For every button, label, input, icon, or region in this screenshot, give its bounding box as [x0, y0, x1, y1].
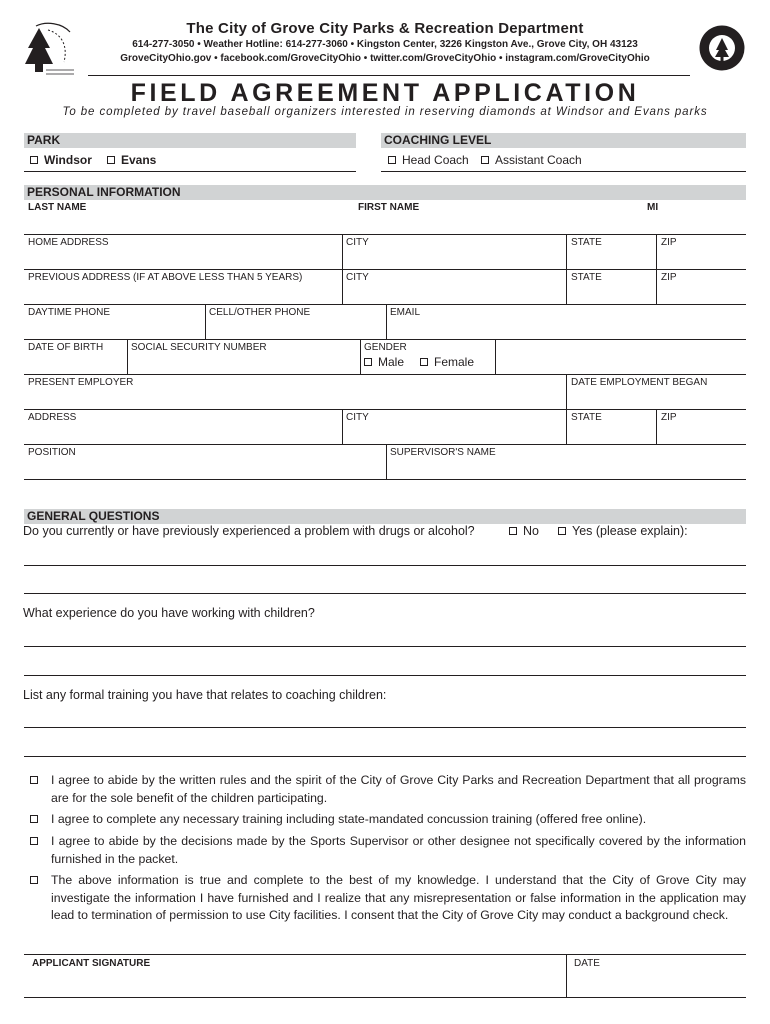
checkbox[interactable]: [481, 156, 489, 164]
dob-label: DATE OF BIRTH: [28, 342, 104, 353]
employer-address-field[interactable]: [24, 410, 746, 444]
signature-date-label: DATE: [574, 958, 600, 969]
employer-city-label: CITY: [346, 412, 369, 423]
form-title: FIELD AGREEMENT APPLICATION: [130, 79, 640, 107]
agreement-certification[interactable]: The above information is true and complete to the best of my knowledge. I understand that the City of Grove City may investigate the information I have furnished and I realize that any misrepresentation or false information in the application may lead to termination of permission to use City facilities. I consent that the City of Grove City may conduct a background check.: [30, 872, 746, 925]
coaching-section-header: COACHING LEVEL: [381, 133, 746, 148]
cell-divider: [566, 374, 567, 409]
org-title: The City of Grove City Parks & Recreation Department: [186, 20, 584, 37]
coaching-divider: [381, 171, 746, 172]
park-section-header: PARK: [24, 133, 356, 148]
drug-alcohol-question: Do you currently or have previously experienced a problem with drugs or alcohol?: [23, 524, 475, 538]
name-input-row[interactable]: [24, 214, 746, 234]
row-divider: [24, 479, 746, 480]
phone-email-field[interactable]: [24, 305, 746, 339]
cell-divider: [386, 304, 387, 339]
home-state-label: STATE: [571, 237, 602, 248]
daytime-phone-label: DAYTIME PHONE: [28, 307, 111, 318]
form-subtitle: To be completed by travel baseball organizers interested in reserving diamonds at Windsor and Evans parks: [62, 106, 708, 118]
checkbox[interactable]: [30, 776, 38, 784]
supervisor-label: SUPERVISOR'S NAME: [390, 447, 496, 458]
present-employer-label: PRESENT EMPLOYER: [28, 377, 134, 388]
previous-zip-label: ZIP: [661, 272, 677, 283]
checkbox[interactable]: [30, 876, 38, 884]
checkbox[interactable]: [107, 156, 115, 164]
cell-divider: [566, 269, 567, 304]
employer-address-label: ADDRESS: [28, 412, 77, 423]
cell-divider: [342, 234, 343, 269]
cell-divider: [386, 444, 387, 479]
checkbox[interactable]: [558, 527, 566, 535]
cell-phone-label: CELL/OTHER PHONE: [209, 307, 311, 318]
personal-info-header: PERSONAL INFORMATION: [24, 185, 746, 200]
date-employment-label: DATE EMPLOYMENT BEGAN: [571, 377, 708, 388]
gender-option-male[interactable]: Male: [364, 355, 404, 369]
previous-address-label: PREVIOUS ADDRESS (IF AT ABOVE LESS THAN 5 YEARS): [28, 272, 303, 283]
answer-line[interactable]: [24, 727, 746, 728]
checkbox[interactable]: [420, 358, 428, 366]
cell-divider: [495, 339, 496, 374]
cell-divider: [656, 234, 657, 269]
cell-divider: [656, 269, 657, 304]
coaching-option-assistant-coach[interactable]: Assistant Coach: [481, 153, 582, 167]
cell-divider: [127, 339, 128, 374]
park-option-windsor[interactable]: Windsor: [30, 153, 92, 167]
first-name-label: FIRST NAME: [358, 202, 420, 213]
answer-line[interactable]: [24, 756, 746, 757]
drug-alcohol-option-yes[interactable]: Yes (please explain):: [558, 524, 688, 538]
agreement-rules[interactable]: I agree to abide by the written rules and the spirit of the City of Grove City Parks and Recreation Department that all programs are for the sole benefit of the children participating.: [30, 772, 746, 807]
cell-divider: [342, 269, 343, 304]
cell-divider: [342, 409, 343, 444]
cell-divider: [566, 409, 567, 444]
position-supervisor-field[interactable]: [24, 445, 746, 479]
employer-state-label: STATE: [571, 412, 602, 423]
position-label: POSITION: [28, 447, 76, 458]
last-name-label: LAST NAME: [28, 202, 87, 213]
contact-line-web-social: GroveCityOhio.gov • facebook.com/GroveCityOhio • twitter.com/GroveCityOhio • instagram.com/GroveCityOhio: [120, 53, 650, 64]
contact-line-phone-address: 614-277-3050 • Weather Hotline: 614-277-3060 • Kingston Center, 3226 Kingston Ave., Grove City, OH 43123: [132, 39, 638, 50]
employer-zip-label: ZIP: [661, 412, 677, 423]
cell-divider: [360, 339, 361, 374]
answer-line[interactable]: [24, 565, 746, 566]
header-divider: [88, 75, 690, 76]
drug-alcohol-option-no[interactable]: No: [509, 524, 539, 538]
checkbox[interactable]: [388, 156, 396, 164]
checkbox[interactable]: [509, 527, 517, 535]
previous-state-label: STATE: [571, 272, 602, 283]
cell-divider: [566, 234, 567, 269]
general-questions-header: GENERAL QUESTIONS: [24, 509, 746, 524]
answer-line[interactable]: [24, 675, 746, 676]
coaching-option-head-coach[interactable]: Head Coach: [388, 153, 469, 167]
park-divider: [24, 171, 356, 172]
cell-divider: [656, 409, 657, 444]
home-city-label: CITY: [346, 237, 369, 248]
gender-label: GENDER: [364, 342, 407, 353]
mi-label: MI: [647, 202, 659, 213]
park-option-evans[interactable]: Evans: [107, 153, 156, 167]
answer-line[interactable]: [24, 593, 746, 594]
applicant-signature-label: APPLICANT SIGNATURE: [32, 958, 151, 969]
experience-children-question: What experience do you have working with children?: [23, 606, 315, 620]
ssn-label: SOCIAL SECURITY NUMBER: [131, 342, 267, 353]
checkbox[interactable]: [30, 837, 38, 845]
agreement-training[interactable]: I agree to complete any necessary training including state-mandated concussion training (offered free online).: [30, 811, 746, 829]
answer-line[interactable]: [24, 646, 746, 647]
formal-training-question: List any formal training you have that relates to coaching children:: [23, 688, 387, 702]
previous-city-label: CITY: [346, 272, 369, 283]
cell-divider: [205, 304, 206, 339]
signature-bottom-rule: [24, 997, 746, 998]
home-address-label: HOME ADDRESS: [28, 237, 109, 248]
checkbox[interactable]: [30, 815, 38, 823]
checkbox[interactable]: [30, 156, 38, 164]
email-label: EMAIL: [390, 307, 421, 318]
home-address-field[interactable]: [24, 235, 746, 269]
agreement-decisions[interactable]: I agree to abide by the decisions made by the Sports Supervisor or other designee not specifically covered by the information furnished in the packet.: [30, 833, 746, 868]
gender-option-female[interactable]: Female: [420, 355, 474, 369]
checkbox[interactable]: [364, 358, 372, 366]
home-zip-label: ZIP: [661, 237, 677, 248]
